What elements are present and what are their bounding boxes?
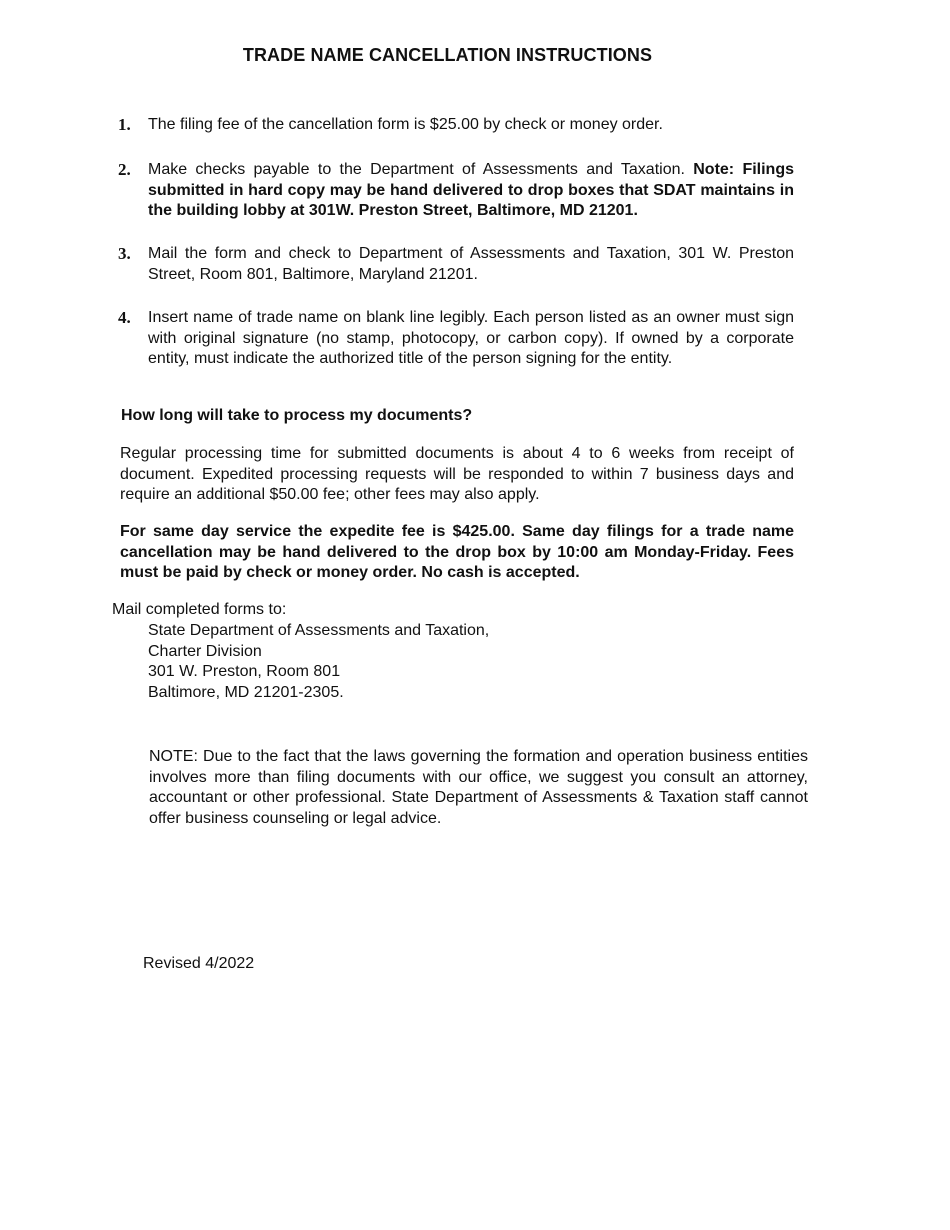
item-number: 2. (118, 160, 131, 179)
item-number: 3. (118, 244, 131, 263)
address-line: State Department of Assessments and Taxation, (148, 622, 490, 639)
processing-time-paragraph: Regular processing time for submitted documents is about 4 to 6 weeks from receipt of document. Expedited processing requests will be responded to within 7 business days and require an additional $50.00 fee; other fees may also apply. (120, 445, 794, 503)
legal-note: NOTE: Due to the fact that the laws governing the formation and operation business entities involves more than filing documents with our office, we suggest you consult an attorney, accountant or other professional. State Department of Assessments & Taxation staff cannot offer business counseling or legal advice. (149, 748, 808, 827)
address-line: Charter Division (148, 642, 262, 660)
item-number: 4. (118, 308, 131, 327)
mailing-address (148, 621, 489, 704)
same-day-service-paragraph: For same day service the expedite fee is $425.00. Same day filings for a trade name cancellation may be hand delivered to the drop box by 10:00 am Monday-Friday. Fees must be paid by check or money order. No cash is accepted. (120, 523, 794, 581)
item-text-bold-note: Note: Filings submitted in hard copy may be hand delivered to drop boxes that SDAT maintains in the building lobby at 301W. Preston Street, Baltimore, MD 21201. (148, 161, 794, 219)
instruction-item-2 (118, 160, 794, 222)
item-number: 1. (118, 115, 131, 134)
address-line: 301 W. Preston, Room 801 (148, 663, 341, 681)
item-text: Insert name of trade name on blank line legibly. Each person listed as an owner must sign with original signature (no stamp, photocopy, or carbon copy). If owned by a corporate entity, must indicate the authorized title of the person signing for the entity. (148, 309, 794, 367)
item-text: Mail the form and check to Department of Assessments and Taxation, 301 W. Preston Street, Room 801, Baltimore, Maryland 21201. (148, 245, 794, 283)
address-line: Baltimore, MD 21201-2305. (148, 684, 344, 702)
mail-heading: Mail completed forms to: (112, 601, 287, 618)
item-text-regular: Make checks payable to the Department of Assessments and Taxation. (148, 161, 685, 178)
instruction-item-4 (118, 308, 794, 370)
instruction-item-1 (118, 115, 794, 136)
processing-question-heading: How long will take to process my documents? (121, 407, 473, 424)
item-text (148, 160, 794, 222)
revision-date: Revised 4/2022 (143, 955, 255, 972)
instruction-item-3 (118, 244, 794, 285)
document-title: TRADE NAME CANCELLATION INSTRUCTIONS (242, 45, 653, 65)
item-text: The filing fee of the cancellation form is $25.00 by check or money order. (148, 116, 663, 133)
